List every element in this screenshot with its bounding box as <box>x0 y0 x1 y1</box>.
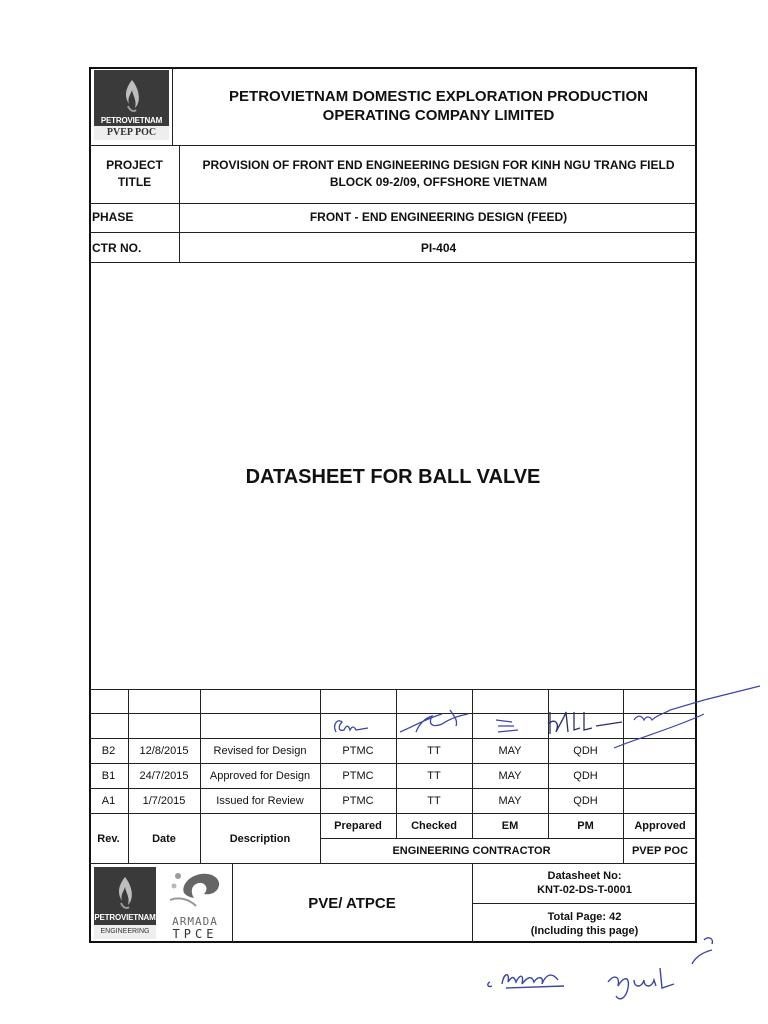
logo-name: PETROVIETNAM <box>94 913 156 922</box>
document-frame <box>89 67 697 943</box>
pm-b1: QDH <box>573 770 598 782</box>
em-a1: MAY <box>498 795 522 807</box>
bottom-signature-left <box>480 958 590 998</box>
petrovietnam-engineering-logo <box>94 867 156 939</box>
header-approved: Approved <box>634 820 686 832</box>
company-name-line2: OPERATING COMPANY LIMITED <box>322 107 555 124</box>
project-title-line2: BLOCK 09-2/09, OFFSHORE VIETNAM <box>329 175 548 189</box>
signature-prepared <box>328 714 388 738</box>
header-prepared: Prepared <box>334 820 382 832</box>
description-b2: Revised for Design <box>213 745 307 757</box>
header-checked: Checked <box>411 820 457 832</box>
datasheet-no-value: KNT-02-DS-T-0001 <box>537 884 632 896</box>
flame-icon <box>112 875 138 915</box>
logo-name: PETROVIETNAM <box>100 116 163 125</box>
total-page-line1: Total Page: 42 <box>547 911 622 923</box>
date-b1: 24/7/2015 <box>139 770 189 782</box>
ctr-value: PI-404 <box>420 241 457 255</box>
header-rev: Rev. <box>97 833 120 845</box>
header-em: EM <box>501 820 519 832</box>
header-engineering-contractor: ENGINEERING CONTRACTOR <box>392 845 551 857</box>
pm-a1: QDH <box>573 795 598 807</box>
header-date: Date <box>152 833 176 845</box>
armada-text: ARMADA <box>172 915 218 928</box>
header-pm: PM <box>577 820 594 832</box>
rev-a1: A1 <box>101 795 116 807</box>
tpce-text: TPCE <box>172 927 218 941</box>
signature-em <box>488 714 528 736</box>
signature-approved <box>604 684 768 754</box>
date-b2: 12/8/2015 <box>139 745 189 757</box>
company-name-line1: PETROVIETNAM DOMESTIC EXPLORATION PRODUCTION <box>229 88 648 105</box>
em-b1: MAY <box>498 770 522 782</box>
ctr-label: CTR NO. <box>92 241 142 255</box>
phase-label: PHASE <box>92 210 134 224</box>
date-a1: 1/7/2015 <box>142 795 186 807</box>
project-label-line1: PROJECT <box>106 158 163 172</box>
armada-tpce-logo-mark <box>160 866 228 916</box>
rev-b1: B1 <box>101 770 116 782</box>
prepared-b2: PTMC <box>342 745 374 757</box>
flame-icon <box>119 78 145 118</box>
checked-a1: TT <box>427 795 441 807</box>
em-b2: MAY <box>498 745 522 757</box>
pm-b2: QDH <box>573 745 598 757</box>
header-pvep-poc: PVEP POC <box>631 845 689 857</box>
description-a1: Issued for Review <box>216 795 304 807</box>
logo-subtitle: PVEP POC <box>94 126 169 140</box>
checked-b1: TT <box>427 770 441 782</box>
datasheet-no-label: Datasheet No: <box>547 870 622 882</box>
project-label-line2: TITLE <box>117 175 152 189</box>
bottom-signature-right <box>600 930 730 1010</box>
prepared-a1: PTMC <box>342 795 374 807</box>
prepared-b1: PTMC <box>342 770 374 782</box>
pvep-poc-logo <box>94 70 169 140</box>
document-title: DATASHEET FOR BALL VALVE <box>245 466 541 488</box>
project-title-line1: PROVISION OF FRONT END ENGINEERING DESIGN FOR KINH NGU TRANG FIELD <box>202 158 675 172</box>
header-description: Description <box>229 833 291 845</box>
contractor-name: PVE/ ATPCE <box>308 895 396 912</box>
total-page-line2: (Including this page) <box>530 925 639 937</box>
phase-value: FRONT - END ENGINEERING DESIGN (FEED) <box>309 210 568 224</box>
signature-checked <box>398 706 472 738</box>
rev-b2: B2 <box>101 745 116 757</box>
checked-b2: TT <box>427 745 441 757</box>
description-b1: Approved for Design <box>209 770 311 782</box>
logo-subtitle: ENGINEERING <box>94 925 156 939</box>
